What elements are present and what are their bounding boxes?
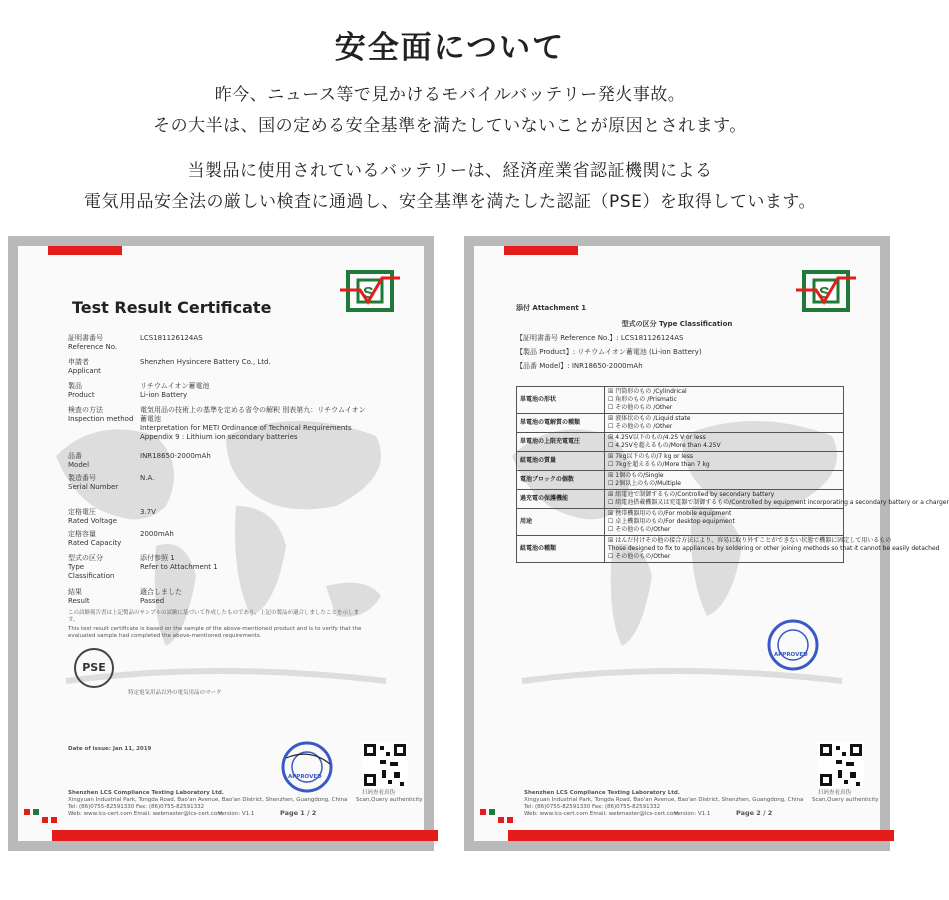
table-row	[517, 509, 844, 536]
classification-option: ☐ その他のもの/Other	[608, 526, 671, 533]
table-row	[517, 471, 844, 490]
label-capacity-en: Rated Capacity	[68, 539, 122, 547]
value-product-jp: リチウムイオン蓄電池	[140, 382, 210, 390]
decorative-dots	[480, 809, 540, 827]
qr-caption-en: Scan,Query authenticity	[812, 797, 879, 803]
reference-no: 【証明書番号 Reference No.】: LCS181126124AS	[516, 334, 684, 342]
table-row	[517, 490, 844, 509]
classification-options	[605, 509, 844, 536]
classification-option: ☐ 7kgを超えるもの/More than 7 kg	[608, 461, 710, 468]
body-text	[0, 156, 900, 218]
certificate-title: Test Result Certificate	[72, 298, 272, 317]
value-capacity: 2000mAh	[140, 530, 174, 538]
classification-key: 電池ブロックの個数	[517, 471, 605, 490]
svg-text:S: S	[819, 285, 830, 302]
classification-key: 組電池の質量	[517, 452, 605, 471]
label-voltage-en: Rated Voltage	[68, 517, 117, 525]
label-reference-no-en: Reference No.	[68, 343, 118, 351]
page-number: Page 2 / 2	[736, 809, 773, 817]
classification-option: ☐ 4.25Vを超えるもの/More than 4.25V	[608, 442, 721, 449]
table-row	[517, 387, 844, 414]
classification-option: ☒ はんだ付けその他の接合方法により、容易に取り外すことができない状態で機器に固定して用いるもの	[608, 537, 892, 544]
red-footer-bar	[52, 830, 438, 841]
classification-options	[605, 471, 844, 490]
classification-options	[605, 536, 940, 563]
model-line: 【品番 Model】: INR18650-2000mAh	[516, 362, 643, 370]
label-serial-jp: 製造番号	[68, 474, 96, 482]
classification-option: ☐ その他のもの /Other	[608, 404, 673, 411]
value-type-en: Refer to Attachment 1	[140, 563, 218, 571]
version: Version: V1.1	[674, 811, 711, 817]
classification-option: ☒ 液体状のもの /Liquid state	[608, 415, 691, 422]
value-voltage: 3.7V	[140, 508, 156, 516]
label-product-en: Product	[68, 391, 95, 399]
classification-option: ☐ 卓上機器用のもの/For desktop equipment	[608, 518, 735, 525]
table-row	[517, 452, 844, 471]
label-applicant-jp: 申請者	[68, 358, 89, 366]
page-number: Page 1 / 2	[280, 809, 317, 817]
classification-key: 単電池の上限充電電圧	[517, 433, 605, 452]
qr-code-icon	[362, 742, 408, 788]
intro-line-1: 昨今、ニュース等で見かけるモバイルバッテリー発火事故。	[214, 85, 686, 105]
lcs-logo-icon	[796, 268, 856, 314]
table-row	[517, 433, 844, 452]
certificate-paper	[18, 246, 424, 841]
classification-option: ☒ 1個のもの/Single	[608, 472, 664, 479]
label-model-jp: 品番	[68, 452, 82, 460]
intro-text	[0, 80, 900, 142]
classification-option: ☐ 角形のもの /Prismatic	[608, 396, 677, 403]
label-result-jp: 結果	[68, 588, 82, 596]
value-type-jp: 添付参照 1	[140, 554, 175, 562]
lab-name: Shenzhen LCS Compliance Testing Laboratory Ltd.	[68, 790, 224, 796]
lab-contact: Tel: (86)0755-82591330 Fax: (86)0755-82591332	[68, 804, 205, 810]
table-row	[517, 414, 844, 433]
pse-note: 特定電気用品以外の電気用品のマーク	[128, 690, 222, 696]
label-product-jp: 製品	[68, 382, 82, 390]
intro-line-2: その大半は、国の定める安全基準を満たしていないことが原因とされます。	[153, 116, 747, 136]
label-serial-en: Serial Number	[68, 483, 119, 491]
qr-caption-en: Scan,Query authenticity	[356, 797, 423, 803]
classification-options	[605, 452, 844, 471]
issue-date: Date of issue: Jan 11, 2019	[68, 746, 152, 752]
classification-options	[605, 414, 844, 433]
classification-option: ☒ 7kg以下のもの/7 kg or less	[608, 453, 693, 460]
pse-mark-icon	[74, 648, 114, 688]
red-tab-accent	[48, 246, 122, 255]
classification-option: ☐ その他のもの /Other	[608, 423, 673, 430]
table-row	[517, 536, 844, 563]
value-reference-no: LCS181126124AS	[140, 334, 203, 342]
classification-key: 単電池の電解質の種類	[517, 414, 605, 433]
body-line-1: 当製品に使用されているバッテリーは、経済産業省認証機関による	[187, 161, 713, 181]
seal-text: APPROVED	[774, 652, 808, 658]
red-footer-bar	[508, 830, 894, 841]
classification-option: ☐ 組電池搭載機器又は充電器で制御するもの/Controlled by equipment incorporating a secondary battery or a charger	[608, 499, 949, 506]
value-method-jp: 電気用品の技術上の基準を定める省令の解釈 別表第九：リチウムイオン蓄電池	[140, 406, 366, 423]
label-type-jp: 型式の区分	[68, 554, 103, 562]
label-method-en: Inspection method	[68, 415, 134, 423]
classification-options	[605, 490, 949, 509]
classification-option: ☒ 携帯機器用のもの/For mobile equipment	[608, 510, 732, 517]
label-model-en: Model	[68, 461, 90, 469]
classification-option: ☒ 4.25V以下のもの/4.25 V or less	[608, 434, 706, 441]
certificate-page-2	[464, 236, 949, 851]
value-product-en: Li-ion Battery	[140, 391, 188, 399]
classification-key: 組電池の種類	[517, 536, 605, 563]
classification-option: ☐ その他のもの/Other	[608, 553, 671, 560]
seal-text: APPROVED	[288, 774, 322, 780]
lab-web: Web: www.lcs-cert.com Email: webmaster@lcs-cert.com	[68, 811, 223, 817]
classification-options	[605, 433, 844, 452]
qr-caption-jp: 扫码查看真伪	[818, 790, 852, 796]
value-method-en: Interpretation for METI Ordinance of Technical Requirements Appendix 9 : Lithium ion secondary batteries	[140, 424, 352, 441]
label-method-jp: 検査の方法	[68, 406, 103, 414]
classification-table	[516, 386, 949, 563]
classification-key: 過充電の保護機能	[517, 490, 605, 509]
value-result-jp: 適合しました	[140, 588, 182, 596]
red-tab-accent	[504, 246, 578, 255]
lab-name: Shenzhen LCS Compliance Testing Laboratory Ltd.	[524, 790, 680, 796]
label-applicant-en: Applicant	[68, 367, 101, 375]
label-capacity-jp: 定格容量	[68, 530, 96, 538]
lab-contact: Tel: (86)0755-82591330 Fax: (86)0755-82591332	[524, 804, 661, 810]
approved-seal-icon	[766, 618, 820, 672]
certificate-paper	[474, 246, 949, 841]
value-applicant: Shenzhen Hysincere Battery Co., Ltd.	[140, 358, 271, 366]
product-line: 【製品 Product】: リチウムイオン蓄電池 (Li-ion Battery)	[516, 348, 702, 356]
lab-address: Xingyuan Industrial Park, Tongda Road, Bao'an Avenue, Bao'an District, Shenzhen, Guangdong, China	[524, 797, 804, 803]
classification-option: ☐ 2個以上のもの/Multiple	[608, 480, 681, 487]
attachment-label: 添付 Attachment 1	[516, 304, 587, 312]
label-type-en: Type Classification	[68, 563, 115, 580]
svg-text:S: S	[363, 285, 374, 302]
body-line-2: 電気用品安全法の厳しい検査に通過し、安全基準を満たした認証（PSE）を取得しています。	[84, 192, 816, 212]
statement-jp: この試験報告書は上記製品のサンプルの試験に基づいて作成したものであり、上記の製品が適合しましたことを示します。	[68, 610, 360, 623]
classification-option: ☒ 円筒形のもの /Cylindrical	[608, 388, 687, 395]
classification-option: Those designed to fix to appliances by soldering or other joining methods so that it cannot be easily detached	[608, 545, 940, 552]
value-serial: N.A.	[140, 474, 155, 482]
label-reference-no-jp: 証明書番号	[68, 334, 103, 342]
classification-options	[605, 387, 844, 414]
version: Version: V1.1	[218, 811, 255, 817]
classification-option: ☒ 組電池で制御するもの/Controlled by secondary battery	[608, 491, 775, 498]
statement-en: This test result certificate is based on the sample of the above-mentioned product and is to verify that the evaluated sample had completed the above-mentioned requirements.	[68, 626, 362, 639]
pse-mark-text: PSE	[82, 661, 106, 674]
label-voltage-jp: 定格電圧	[68, 508, 96, 516]
certificate-page-1	[8, 236, 434, 851]
type-classification-title: 型式の区分 Type Classification	[621, 320, 733, 328]
qr-code-icon	[818, 742, 864, 788]
lab-address: Xingyuan Industrial Park, Tongda Road, Bao'an Avenue, Bao'an District, Shenzhen, Guangdong, China	[68, 797, 348, 803]
approved-seal-icon	[280, 740, 334, 794]
label-result-en: Result	[68, 597, 90, 605]
value-result-en: Passed	[140, 597, 165, 605]
lab-web: Web: www.lcs-cert.com Email: webmaster@lcs-cert.com	[524, 811, 679, 817]
classification-key: 単電池の形状	[517, 387, 605, 414]
lcs-logo-icon	[340, 268, 400, 314]
decorative-dots	[24, 809, 84, 827]
classification-key: 用途	[517, 509, 605, 536]
qr-caption-jp: 扫码查看真伪	[362, 790, 396, 796]
page-title: 安全面について	[334, 30, 566, 66]
value-model: INR18650-2000mAh	[140, 452, 211, 460]
